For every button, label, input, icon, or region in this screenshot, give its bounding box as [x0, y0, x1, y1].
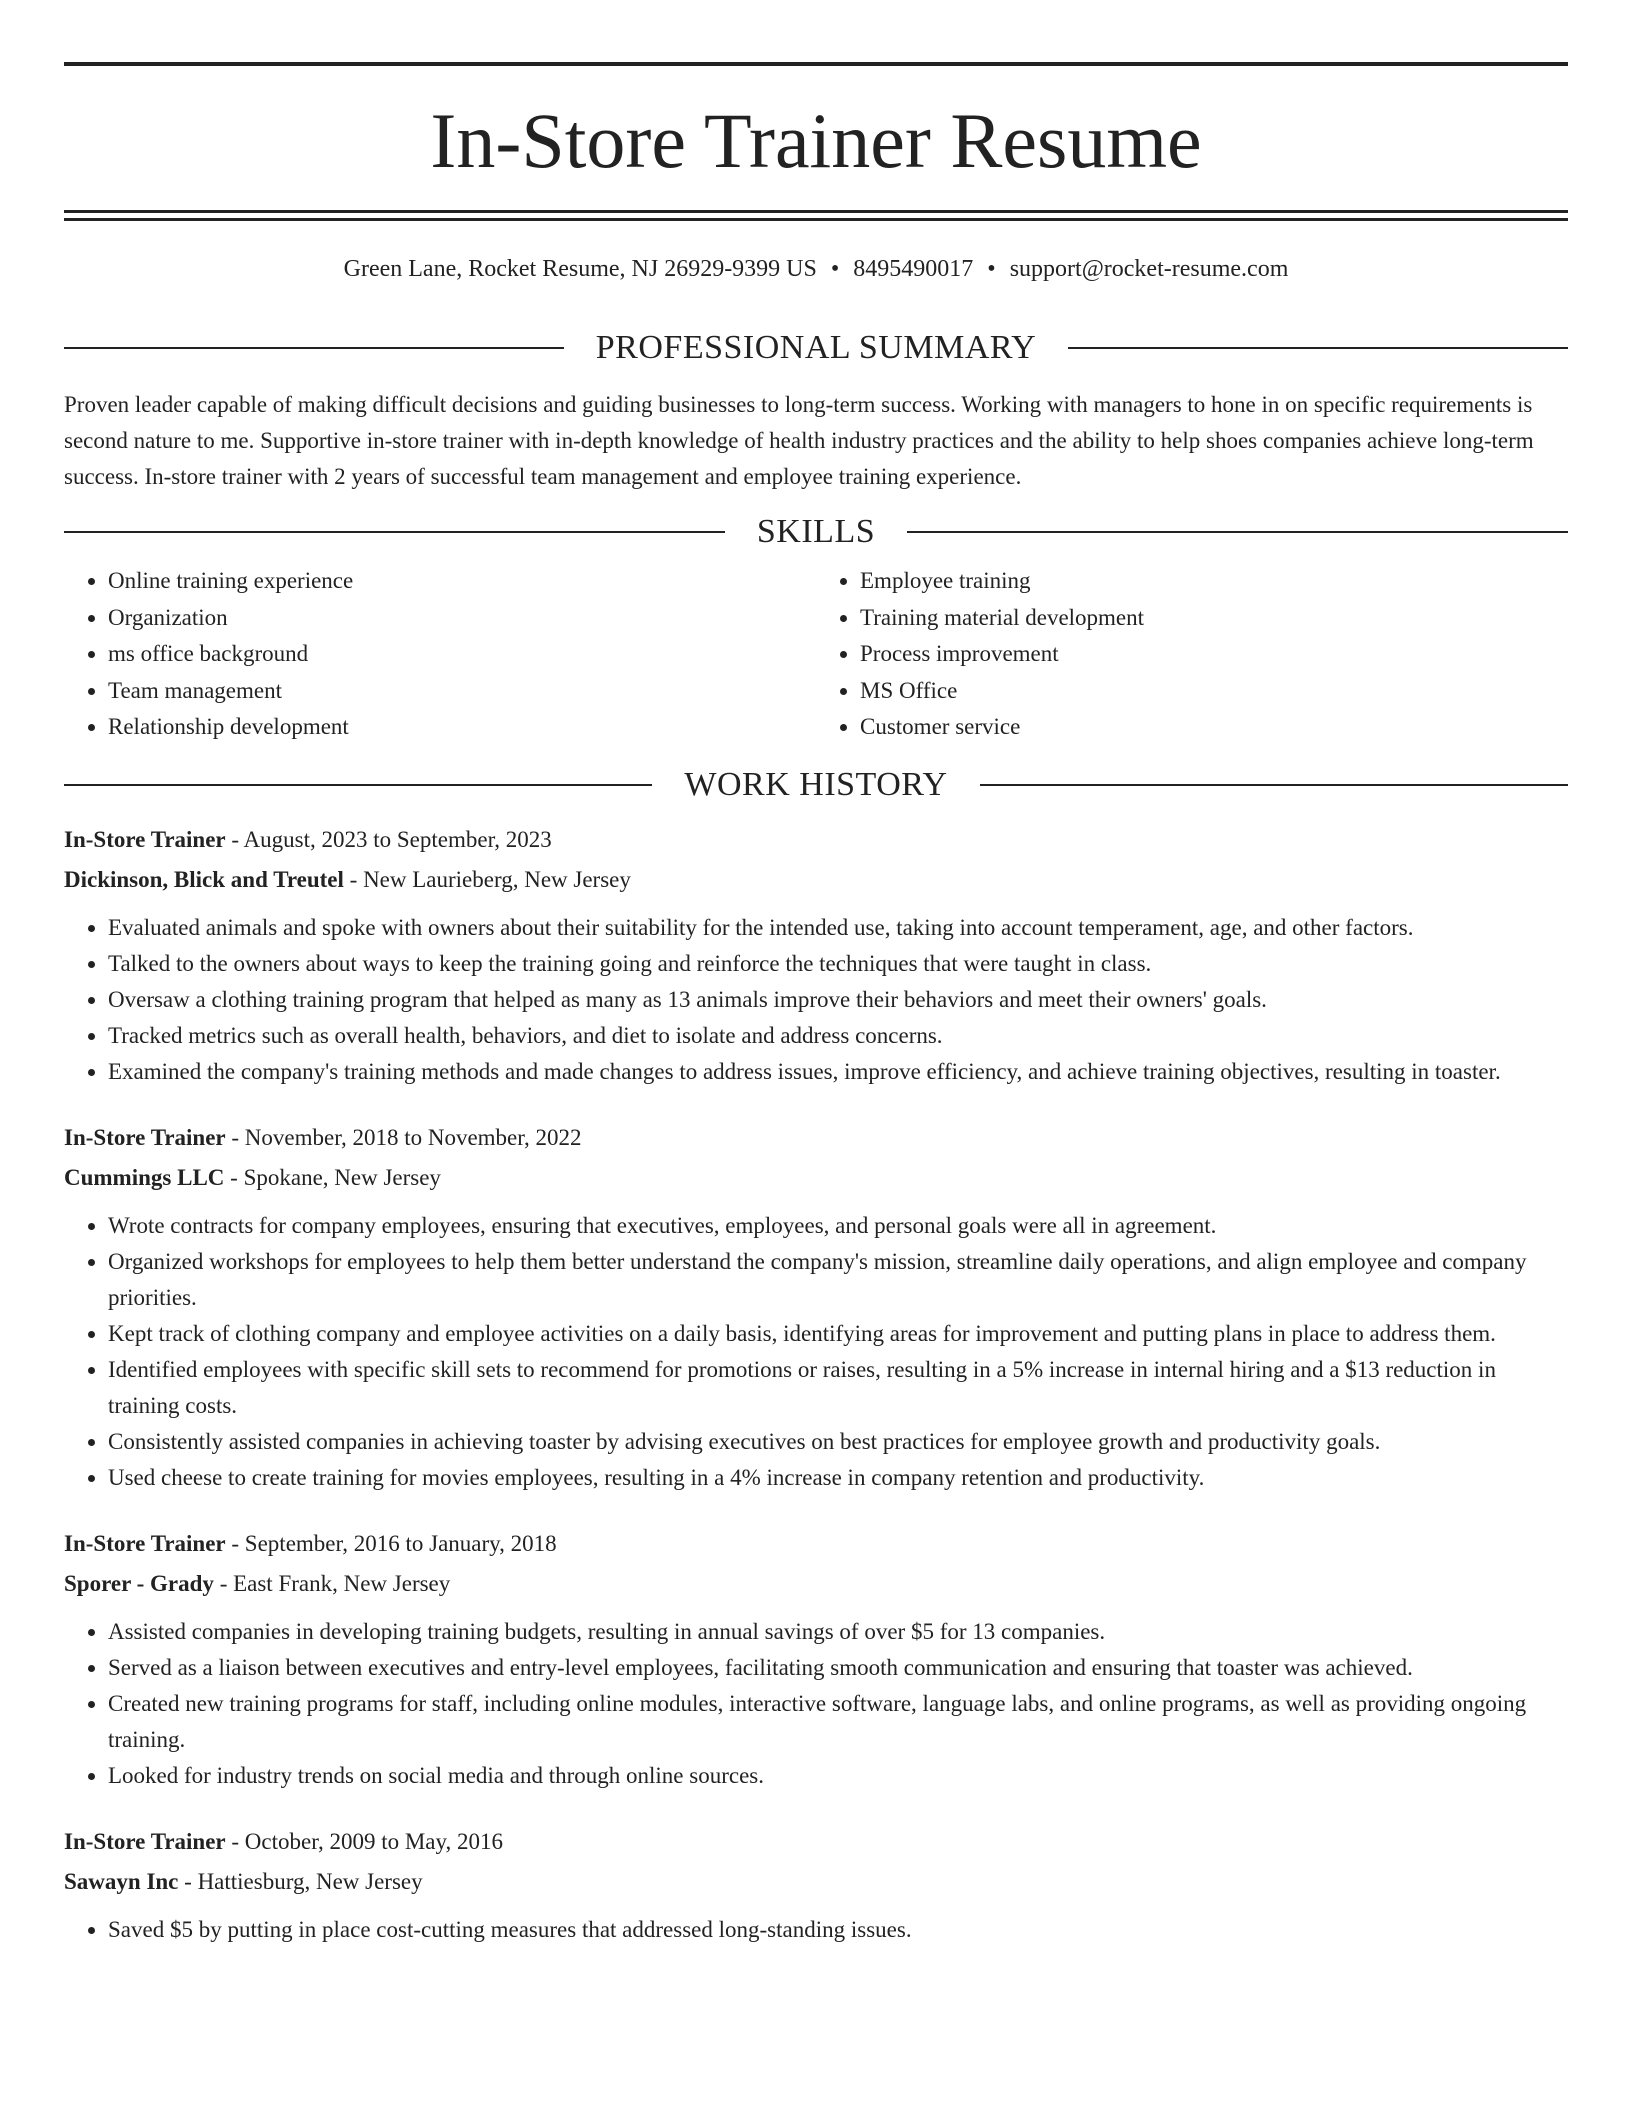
- job-company: Cummings LLC: [64, 1164, 225, 1190]
- job-bullet: • Tracked metrics such as overall health, behaviors, and diet to isolate and address concerns.: [108, 1018, 1568, 1054]
- skill-item: • Employee training: [860, 563, 1568, 600]
- heading-rule: [980, 784, 1568, 786]
- job-bullet: • Organized workshops for employees to help them better understand the company's mission, streamline daily operations, and align employee and company priorities.: [108, 1244, 1568, 1316]
- job-dates: - October, 2009 to May, 2016: [231, 1828, 504, 1854]
- skill-item: • ms office background: [108, 636, 816, 673]
- contact-phone: 8495490017: [853, 256, 974, 282]
- job-dates: - August, 2023 to September, 2023: [231, 826, 552, 852]
- job-bullet: • Saved $5 by putting in place cost-cutting measures that addressed long-standing issues.: [108, 1912, 1568, 1948]
- job-entry: [64, 1822, 1568, 1948]
- contact-separator: •: [987, 256, 996, 282]
- skills-list: [64, 563, 1568, 746]
- job-title: In-Store Trainer: [64, 1124, 226, 1150]
- title-double-rule: [64, 210, 1568, 221]
- job-company-line: [64, 1564, 1568, 1604]
- job-bullets: [64, 910, 1568, 1090]
- job-title-line: [64, 1118, 1568, 1158]
- job-title: In-Store Trainer: [64, 1828, 226, 1854]
- job-entry: [64, 820, 1568, 1090]
- job-company-line: [64, 860, 1568, 900]
- skill-item: • MS Office: [860, 673, 1568, 710]
- heading-rule: [1068, 347, 1568, 349]
- summary-heading: PROFESSIONAL SUMMARY: [595, 329, 1037, 366]
- job-title-line: [64, 1822, 1568, 1862]
- skill-item: • Process improvement: [860, 636, 1568, 673]
- job-bullet: • Used cheese to create training for movies employees, resulting in a 4% increase in company retention and productivity.: [108, 1460, 1568, 1496]
- skills-column-left: [64, 563, 816, 746]
- job-location: - New Laurieberg, New Jersey: [349, 866, 631, 892]
- contact-line: [64, 257, 1568, 281]
- job-bullet: • Consistently assisted companies in achieving toaster by advising executives on best practices for employee growth and productivity goals.: [108, 1424, 1568, 1460]
- job-company: Sawayn Inc: [64, 1868, 179, 1894]
- contact-separator: •: [830, 256, 840, 282]
- heading-rule: [64, 347, 564, 349]
- job-bullet: • Talked to the owners about ways to keep the training going and reinforce the techniques that were taught in class.: [108, 946, 1568, 982]
- job-bullet: • Examined the company's training methods and made changes to address issues, improve efficiency, and achieve training objectives, resulting in toaster.: [108, 1054, 1568, 1090]
- job-bullets: [64, 1208, 1568, 1496]
- skills-section-heading: [64, 515, 1568, 549]
- contact-email: support@rocket-resume.com: [1009, 256, 1289, 282]
- job-dates: - November, 2018 to November, 2022: [231, 1124, 582, 1150]
- job-company-line: [64, 1862, 1568, 1902]
- job-bullets: [64, 1614, 1568, 1794]
- job-bullets: [64, 1912, 1568, 1948]
- job-title: In-Store Trainer: [64, 826, 226, 852]
- job-location: - East Frank, New Jersey: [219, 1570, 451, 1596]
- job-bullet: • Served as a liaison between executives and entry-level employees, facilitating smooth communication and ensuring that toaster was achieved.: [108, 1650, 1568, 1686]
- skill-item: • Organization: [108, 600, 816, 637]
- job-bullet: • Looked for industry trends on social media and through online sources.: [108, 1758, 1568, 1794]
- skill-item: • Customer service: [860, 709, 1568, 746]
- heading-rule: [907, 531, 1568, 533]
- skills-column-right: [816, 563, 1568, 746]
- skill-item: • Training material development: [860, 600, 1568, 637]
- job-dates: - September, 2016 to January, 2018: [231, 1530, 557, 1556]
- job-title: In-Store Trainer: [64, 1530, 226, 1556]
- heading-rule: [64, 531, 725, 533]
- heading-rule: [64, 784, 652, 786]
- job-company-line: [64, 1158, 1568, 1198]
- job-bullet: • Created new training programs for staff, including online modules, interactive software, language labs, and online programs, as well as providing ongoing training.: [108, 1686, 1568, 1758]
- job-bullet: • Oversaw a clothing training program that helped as many as 13 animals improve their behaviors and meet their owners' goals.: [108, 982, 1568, 1018]
- job-bullet: • Assisted companies in developing training budgets, resulting in annual savings of over $5 for 13 companies.: [108, 1614, 1568, 1650]
- job-entry: [64, 1118, 1568, 1496]
- skill-item: • Team management: [108, 673, 816, 710]
- job-title-line: [64, 820, 1568, 860]
- skill-item: • Relationship development: [108, 709, 816, 746]
- job-company: Dickinson, Blick and Treutel: [64, 866, 344, 892]
- job-bullet: • Wrote contracts for company employees, ensuring that executives, employees, and personal goals were all in agreement.: [108, 1208, 1568, 1244]
- work-heading: WORK HISTORY: [684, 765, 948, 803]
- skills-heading: SKILLS: [756, 513, 876, 550]
- job-entry: [64, 1524, 1568, 1794]
- job-title-line: [64, 1524, 1568, 1564]
- job-location: - Spokane, New Jersey: [230, 1164, 441, 1190]
- skill-item: • Online training experience: [108, 563, 816, 600]
- job-company: Sporer - Grady: [64, 1570, 214, 1596]
- job-bullet: • Kept track of clothing company and employee activities on a daily basis, identifying areas for improvement and putting plans in place to address them.: [108, 1316, 1568, 1352]
- job-bullet: • Evaluated animals and spoke with owners about their suitability for the intended use, taking into account temperament, age, and other factors.: [108, 910, 1568, 946]
- summary-section-heading: [64, 331, 1568, 365]
- page-title: In-Store Trainer Resume: [430, 97, 1202, 184]
- work-section-heading: [64, 765, 1568, 803]
- contact-address: Green Lane, Rocket Resume, NJ 26929-9399 US: [343, 256, 817, 282]
- top-rule: [64, 62, 1568, 66]
- job-bullet: • Identified employees with specific skill sets to recommend for promotions or raises, resulting in a 5% increase in internal hiring and a $13 reduction in training costs.: [108, 1352, 1568, 1424]
- summary-text: Proven leader capable of making difficult decisions and guiding businesses to long-term success. Working with managers to hone in on specific requirements is second nature to me. Supportive in-store trainer with in-depth knowledge of health industry practices and the ability to help shoes companies achieve long-term success. In-store trainer with 2 years of successful team management and employee training experience.: [64, 392, 1534, 489]
- job-location: - Hattiesburg, New Jersey: [184, 1868, 423, 1894]
